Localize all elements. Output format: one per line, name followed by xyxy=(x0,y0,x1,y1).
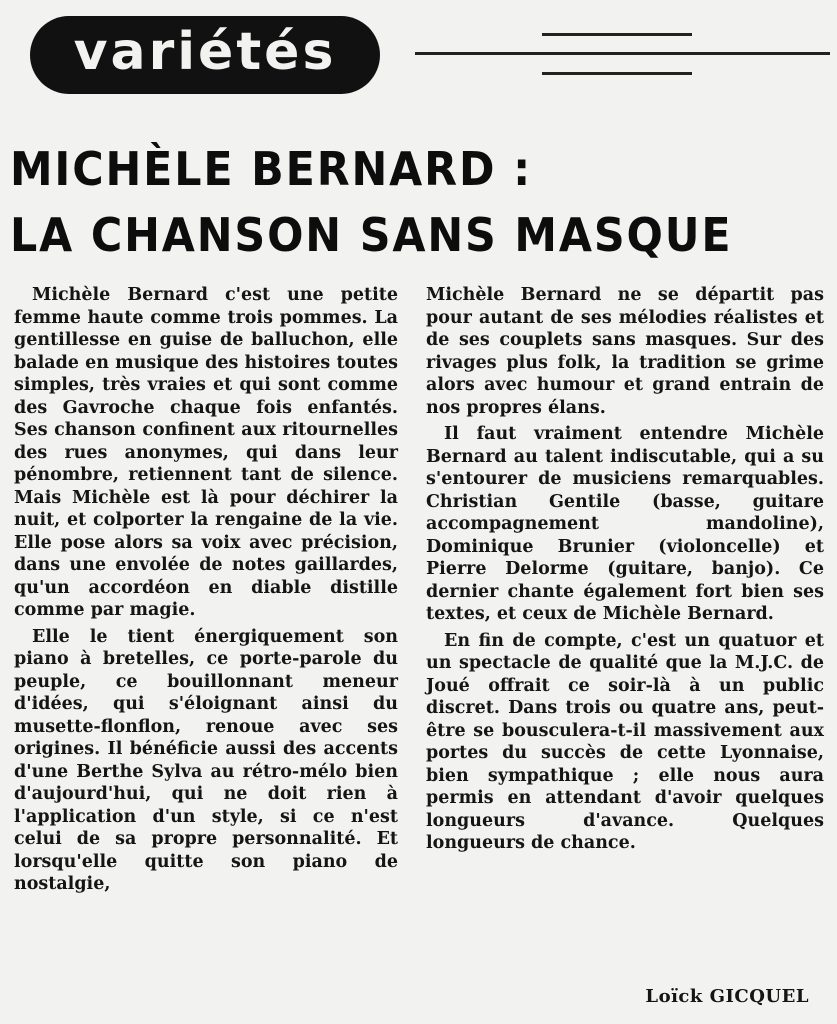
left-paragraph-1: Michèle Bernard c'est une petite femme haute comme trois pommes. La gentillesse en guise de balluchon, elle balade en musique des histoires toutes simples, très vraies et qui sont comme des Gavroche chaque fois enfantés. Ses chanson confinent aux ritournelles des rues anonymes, qui dans leur pénombre, retiennent tant de silence. Mais Michèle est là pour déchirer la nuit, et colporter la rengaine de la vie. Elle pose alors sa voix avec précision, dans une envolée de notes gaillardes, qu'un accordéon en diable distille comme par magie. xyxy=(14,285,398,620)
headline-line-2: LA CHANSON SANS MASQUE xyxy=(10,208,733,262)
decorative-rule-bottom xyxy=(542,72,692,75)
article-column-left xyxy=(14,284,398,896)
decorative-rule-top xyxy=(542,33,692,36)
right-paragraph-3: En fin de compte, c'est un quatuor et un spectacle de qualité que la M.J.C. de Joué offrait ce soir-là à un public discret. Dans trois ou quatre ans, peut-être se bousculera-t-il massivement aux portes du succès de cette Lyonnaise, bien sympathique ; elle nous aura permis en attendant d'avoir quelques longueurs d'avance. Quelques longueurs de chance. xyxy=(426,630,824,853)
article-column-right xyxy=(426,284,824,855)
section-rubric-label: variétés xyxy=(73,22,337,82)
headline-line-1: MICHÈLE BERNARD : xyxy=(10,142,533,196)
right-paragraph-2: Il faut vraiment entendre Michèle Bernard au talent indiscutable, qui a su s'entourer de musiciens remarquables. Christian Gentile (basse, guitare accompagnement mandoline), Dominique Brunier (violoncelle) et Pierre Delorme (guitare, banjo). Ce dernier chante également fort bien ses textes, et ceux de Michèle Bernard. xyxy=(426,424,824,624)
decorative-rule-middle xyxy=(415,52,830,55)
right-paragraph-1: Michèle Bernard ne se départit pas pour autant de ses mélodies réalistes et de ses couplets sans masques. Sur des rivages plus folk, la tradition se grime alors avec humour et grand entrain de nos propres élans. xyxy=(426,285,824,418)
article-headline xyxy=(10,136,773,268)
author-signature: Loïck GICQUEL xyxy=(645,986,809,1007)
left-paragraph-2: Elle le tient énergiquement son piano à bretelles, ce porte-parole du peuple, ce bouillonnant meneur d'idées, qui s'éloignant ainsi du musette-flonflon, renoue avec ses origines. Il bénéficie aussi des accents d'une Berthe Sylva au rétro-mélo bien d'aujourd'hui, qui ne doit rien à l'application d'un style, si ce n'est celui de sa propre personnalité. Et lorsqu'elle quitte son piano de nostalgie, xyxy=(14,626,398,894)
section-rubric-badge xyxy=(30,16,380,94)
